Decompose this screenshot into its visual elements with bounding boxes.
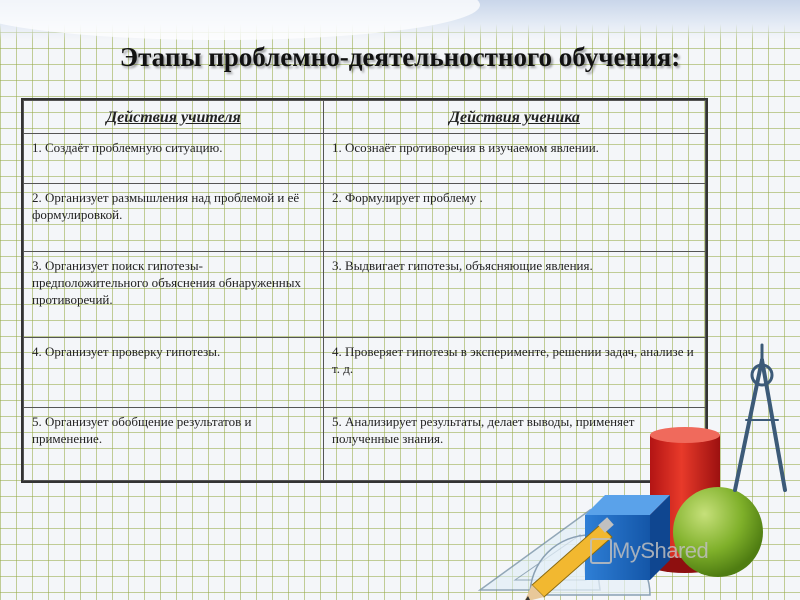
student-cell: 5. Анализирует результаты, делает выводы, применяет полученные знания. [324,408,706,481]
teacher-cell: 2. Организует размышления над проблемой и её формулировкой. [24,184,324,252]
student-cell: 1. Осознаёт противоречия в изучаемом явлении. [324,134,706,184]
teacher-cell: 3. Организует поиск гипотезы- предположительного объяснения обнаруженных противоречий. [24,252,324,338]
compass-icon [735,345,785,490]
table-row [24,252,706,338]
watermark: MyShared [612,538,709,563]
table-header-row [24,101,706,134]
teacher-actions-header: Действия учителя [24,101,324,134]
watermark-icon [590,538,612,564]
student-cell: 2. Формулирует проблему . [324,184,706,252]
table-row [24,184,706,252]
top-decoration [0,0,800,40]
slide-title: Этапы проблемно-деятельностного обучения: [119,42,681,72]
teacher-cell: 5. Организует обобщение результатов и применение. [24,408,324,481]
student-cell: 4. Проверяет гипотезы в эксперименте, решении задач, анализе и т. д. [324,338,706,408]
student-cell: 3. Выдвигает гипотезы, объясняющие явления. [324,252,706,338]
teacher-cell: 1. Создаёт проблемную ситуацию. [24,134,324,184]
table-row [24,134,706,184]
top-swoosh [0,0,480,40]
teacher-cell: 4. Организует проверку гипотезы. [24,338,324,408]
student-actions-header: Действия ученика [324,101,706,134]
